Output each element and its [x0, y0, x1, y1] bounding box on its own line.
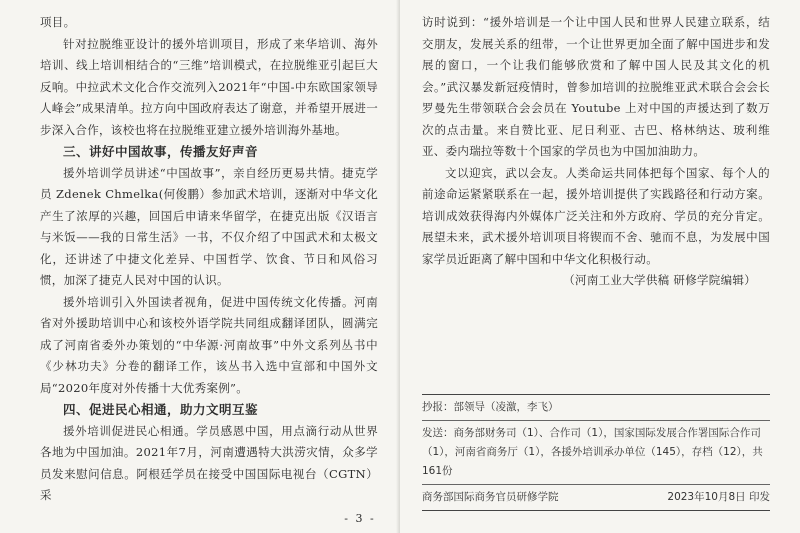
section-heading-3: 三、讲好中国故事，传播友好声音: [63, 144, 259, 159]
paragraph-conclusion: 文以迎宾，武以会友。人类命运共同体把每个国家、每个人的前途命运紧紧联系在一起，援外培训提供了实践路径和行动方案。培训成效获得海内外媒体广泛关注和外方政府、学员的充分肯定。展望未来，武术援外培训项目将锲而不舍、驰而不息，为发展中国家学员近距离了解中国和中华文化积极行动。: [422, 165, 770, 266]
paragraph-latvia: 针对拉脱维亚设计的援外培训项目，形成了来华培训、海外培训、线上培训相结合的“三维”培训模式，在拉脱维亚引起巨大反响。中拉武术文化合作交流列入2021年“中国-中东欧国家领导人峰会”成果清单。拉方向中国政府表达了谢意，并希望开展进一步深入合作，该校也将在拉脱维亚建立援外培训海外基地。: [40, 36, 378, 137]
section-heading-4: 四、促进民心相通，助力文明互鉴: [63, 402, 259, 417]
issue-line: [422, 485, 770, 510]
left-column: [40, 12, 378, 507]
distribution-footer: [422, 394, 770, 511]
right-page: [400, 0, 800, 533]
source-note: （河南工业大学供稿 研修学院编辑）: [563, 273, 756, 287]
issuer: 商务部国际商务官员研修学院: [422, 491, 559, 503]
page-number: - 3 -: [344, 512, 376, 525]
right-column: [422, 12, 770, 292]
paragraph-interview: 访时说到：“援外培训是一个让中国人民和世界人民建立联系，结交朋友，发展关系的纽带，一个让世界更加全面了解中国进步和发展的窗口，一个让我们能够欣赏和了解中国人民及其文化的机会。”武汉暴发新冠疫情时，曾参加培训的拉脱维亚武术联合会会长罗曼先生带领联合会会员在 Youtube 上对中国的声援达到了数万次的点击量。来自赞比亚、尼日利亚、古巴、格林纳达、玻利维亚、委内瑞拉等数十个国家的学员也为中国加油助力。: [422, 15, 770, 158]
paragraph-people: 援外培训促进民心相通。学员感恩中国，用点滴行动从世界各地为中国加油。2021年7月，河南遭遇特大洪涝灾情，众多学员发来慰问信息。阿根廷学员在接受中国国际电视台（CGTN）采: [40, 423, 378, 502]
issue-date: 2023年10月8日 印发: [667, 491, 770, 503]
paragraph-czech: 援外培训学员讲述“中国故事”，亲自经历更易共情。捷克学员 Zdenek Chmelka(何俊鹏）参加武术培训，逐渐对中华文化产生了浓厚的兴趣，回国后申请来华留学，在捷克出版《汉语言与米饭——我的日常生活》一书，不仅介绍了中国武术和太极文化，还讲述了中捷文化差异、中国哲学、饮食、节日和风俗习惯，加深了捷克人民对中国的认识。: [40, 165, 378, 287]
cc-line: 抄报：部领导（凌激，李飞）: [422, 401, 559, 413]
footer-bottom-rule: [422, 510, 770, 511]
paragraph-translation: 援外培训引入外国读者视角，促进中国传统文化传播。河南省对外援助培训中心和该校外语学院共同组成翻译团队，圆满完成了河南省委外办策划的“中华源·河南故事”中外文系列丛书中《少林功夫》分卷的翻译工作，该丛书入选中宣部和中国外文局“2020年度对外传播十大优秀案例”。: [40, 294, 378, 395]
paragraph-tail: 项目。: [40, 15, 76, 29]
send-line: 发送：商务部财务司（1）、合作司（1），国家国际发展合作署国际合作司（1），河南省商务厅（1），各援外培训承办单位（145），存档（12），共161份: [422, 427, 763, 477]
